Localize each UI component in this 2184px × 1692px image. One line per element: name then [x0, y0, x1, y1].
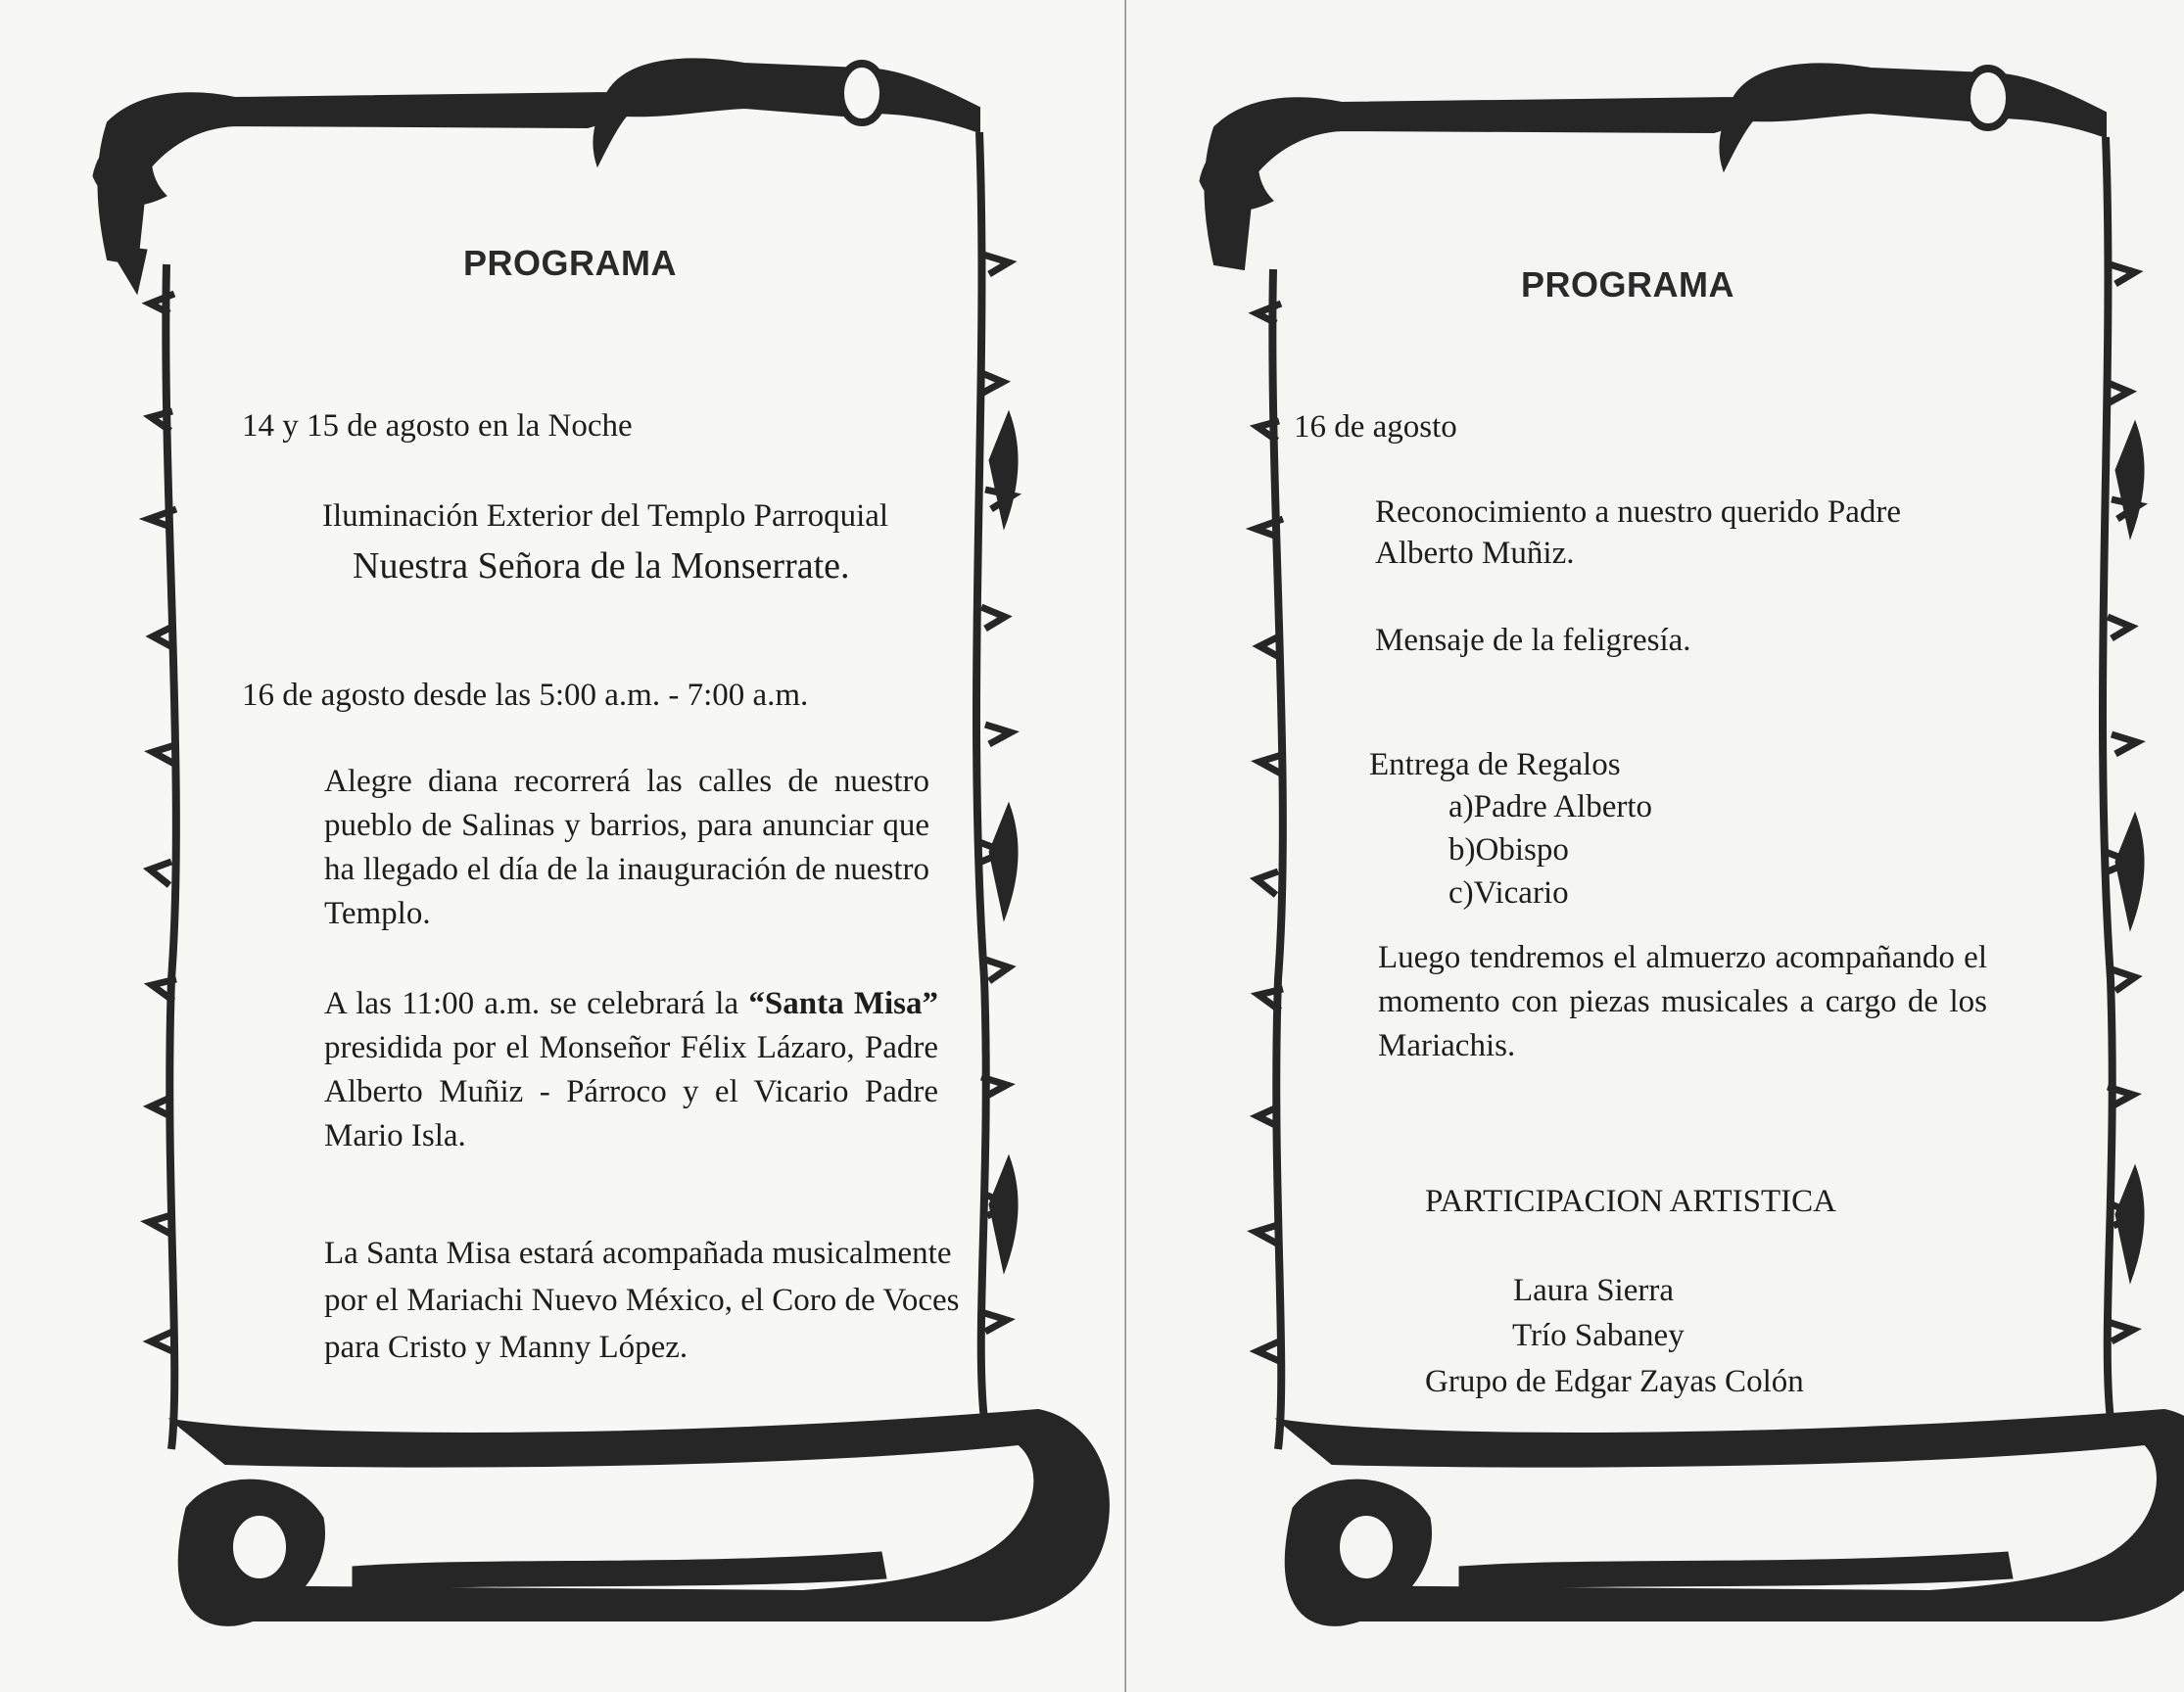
page-title: PROGRAMA — [1521, 264, 1734, 305]
reconocimiento-line2: Alberto Muñiz. — [1375, 536, 1575, 571]
date-night-label: 14 y 15 de agosto en la Noche — [242, 408, 633, 444]
right-page — [1126, 0, 2184, 1692]
scroll-border-decoration — [1107, 0, 2184, 1692]
regalos-title: Entrega de Regalos — [1369, 747, 1621, 782]
regalo-item: a)Padre Alberto — [1448, 789, 1653, 824]
artistica-title: PARTICIPACION ARTISTICA — [1425, 1184, 1836, 1219]
regalo-item: c)Vicario — [1448, 875, 1569, 911]
reconocimiento-line1: Reconocimiento a nuestro querido Padre — [1375, 494, 1902, 530]
temple-name: Nuestra Señora de la Monserrate. — [353, 545, 850, 587]
illumination-text: Iluminación Exterior del Templo Parroquial — [322, 498, 889, 534]
misa-paragraph: A las 11:00 a.m. se celebrará la “Santa Misa” presidida por el Monseñor Félix Lázaro, Padre Alberto Muñiz - Párroco y el Vicario Padre Mario Isla. — [324, 986, 938, 1153]
artist-name: Grupo de Edgar Zayas Colón — [1425, 1364, 1804, 1399]
page-title: PROGRAMA — [463, 243, 677, 283]
mensaje-text: Mensaje de la feligresía. — [1375, 623, 1691, 658]
date-label: 16 de agosto — [1294, 409, 1457, 445]
diana-paragraph: Alegre diana recorrerá las calles de nuestro pueblo de Salinas y barrios, para anunciar que ha llegado el día de la inauguración de nuestro Templo. — [324, 764, 929, 931]
regalo-item: b)Obispo — [1448, 832, 1569, 868]
musica-paragraph: La Santa Misa estará acompañada musicalmente por el Mariachi Nuevo México, el Coro de Voces para Cristo y Manny López. — [324, 1236, 960, 1365]
artist-name: Trío Sabaney — [1512, 1318, 1685, 1353]
date-morning-label: 16 de agosto desde las 5:00 a.m. - 7:00 a.m. — [242, 678, 809, 713]
almuerzo-paragraph: Luego tendremos el almuerzo acompañando el momento con piezas musicales a cargo de los Mariachis. — [1378, 940, 1987, 1063]
artist-name: Laura Sierra — [1513, 1273, 1674, 1308]
santa-misa-emphasis: “Santa Misa” — [748, 986, 938, 1021]
